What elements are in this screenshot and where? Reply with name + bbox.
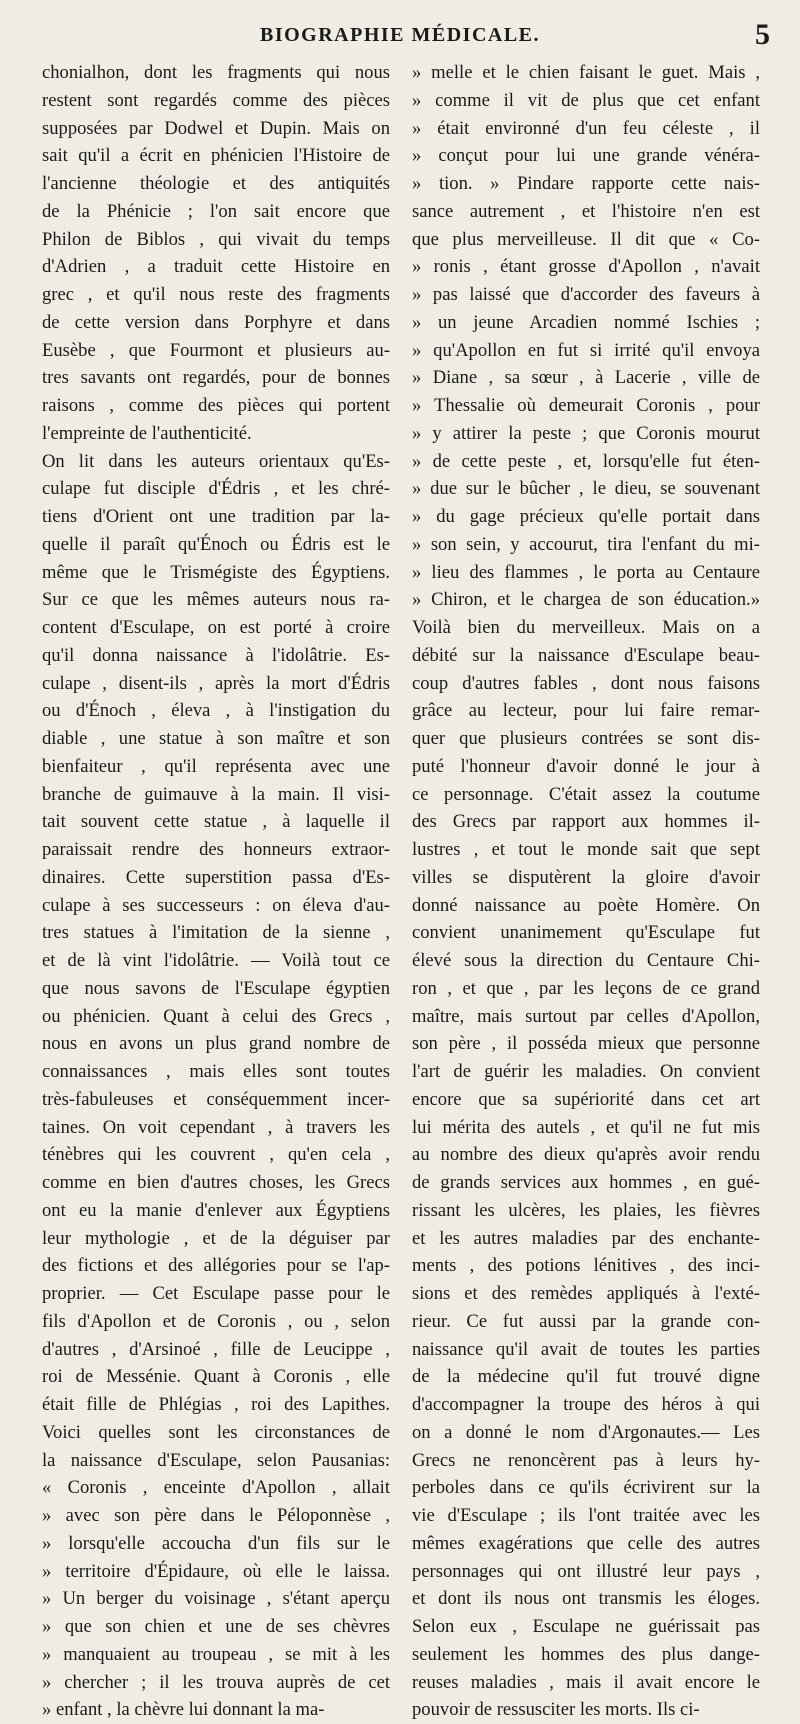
text-line: lui mérita des autels , et qu'il ne fut mis xyxy=(412,1116,760,1138)
text-line: » y attirer la peste ; que Coronis mourut xyxy=(412,422,760,444)
text-line: grâce au lecteur, pour lui faire remar- xyxy=(412,700,760,722)
text-line: élevé sous la direction du Centaure Chi- xyxy=(412,950,760,971)
text-line: débité sur la naissance d'Esculape beau- xyxy=(412,644,760,666)
text-line: Selon eux , Esculape ne guérissait pas xyxy=(412,1616,760,1637)
text-line: » ronis , étant grosse d'Apollon , n'avait xyxy=(412,256,760,278)
text-line: » son sein, y accourut, tira l'enfant du mi- xyxy=(412,533,760,555)
text-line: rissant les ulcères, les plaies, les fièvres xyxy=(412,1199,760,1221)
text-line: proprier. — Cet Esculape passe pour le xyxy=(42,1283,390,1304)
text-line: de cette version dans Porphyre et dans xyxy=(42,311,390,333)
text-line: culape fut disciple d'Édris , et les chré- xyxy=(42,478,390,500)
page-header xyxy=(0,18,800,58)
text-line: sions et des remèdes appliqués à l'exté- xyxy=(412,1283,760,1304)
text-line: convient unanimement qu'Esculape fut xyxy=(412,922,760,944)
text-line: paraissait rendre des honneurs extraor- xyxy=(42,839,390,860)
text-line: » chercher ; il les trouva auprès de cet xyxy=(42,1671,390,1693)
text-line: des Grecs par rapport aux hommes il- xyxy=(412,811,760,833)
text-line: de grands services aux hommes , en gué- xyxy=(412,1172,760,1193)
text-line: On lit dans les auteurs orientaux qu'Es- xyxy=(42,450,390,472)
text-line: » pas laissé que d'accorder des faveurs à xyxy=(412,284,760,305)
text-line: » Un berger du voisinage , s'étant aperçu xyxy=(42,1588,390,1610)
text-line: quelle il paraît qu'Énoch ou Édris est le xyxy=(42,533,390,555)
text-line: seulement les hommes des plus dange- xyxy=(412,1643,760,1665)
text-line: au nombre des dieux qu'après avoir rendu xyxy=(412,1144,760,1166)
text-line: même que le Trismégiste des Égyptiens. xyxy=(42,561,390,583)
text-line: était fille de Phlégias , roi des Lapithes. xyxy=(42,1394,390,1415)
text-line: Eusèbe , que Fourmont et plusieurs au- xyxy=(42,339,390,361)
text-line: » tion. » Pindare rapporte cette nais- xyxy=(412,173,760,194)
text-line: « Coronis , enceinte d'Apollon , allait xyxy=(42,1477,390,1499)
text-line: perboles dans ce qu'ils écrivirent sur la xyxy=(412,1477,760,1499)
text-line: tres savants ont regardés, pour de bonnes xyxy=(42,367,390,389)
text-line: sance autrement , et l'histoire n'en est xyxy=(412,200,760,222)
text-line: que plus merveilleuse. Il dit que « Co- xyxy=(412,228,760,250)
text-line: l'empreinte de l'authenticité. xyxy=(42,422,252,444)
text-line: de la Phénicie ; l'on sait encore que xyxy=(42,200,390,222)
text-line: de la médecine qu'il fut trouvé digne xyxy=(412,1366,760,1388)
text-line: naissance qu'il avait de toutes les parties xyxy=(412,1338,760,1360)
text-line: ments , des potions lénitives , des inci- xyxy=(412,1255,760,1277)
text-line: » territoire d'Épidaure, où elle le laissa. xyxy=(42,1560,390,1582)
text-line: » du gage précieux qu'elle portait dans xyxy=(412,506,760,527)
right-text-column xyxy=(412,59,760,1724)
text-line: culape à ses successeurs : on éleva d'au- xyxy=(42,894,390,916)
text-line: Sur ce que les mêmes auteurs nous ra- xyxy=(42,589,390,611)
text-line: » melle et le chien faisant le guet. Mais , xyxy=(412,62,760,83)
text-line: des fictions et des allégories pour se l'ap- xyxy=(42,1255,390,1277)
text-line: que nous savons de l'Esculape égyptien xyxy=(42,977,390,999)
text-line: grec , et qu'il nous reste des fragments xyxy=(42,284,390,305)
text-line: d'accompagner la troupe des héros à qui xyxy=(412,1394,760,1415)
text-line: ron , et que , par les leçons de ce grand xyxy=(412,977,760,999)
text-line: rieur. Ce fut aussi par la grande con- xyxy=(412,1310,760,1332)
text-line: » lieu des flammes , le porta au Centaure xyxy=(412,561,760,583)
text-line: l'ancienne théologie et des antiquités xyxy=(42,173,390,194)
text-line: et les autres maladies par des enchante- xyxy=(412,1227,760,1249)
text-line: » qu'Apollon en fut si irrité qu'il envoya xyxy=(412,339,760,361)
text-line: nous en avons un plus grand nombre de xyxy=(42,1033,390,1055)
text-line: encore que sa supériorité dans cet art xyxy=(412,1088,760,1110)
text-line: comme en bien d'autres choses, les Grecs xyxy=(42,1172,390,1193)
text-line: leur mythologie , et de la déguiser par xyxy=(42,1227,390,1249)
text-line: fils d'Apollon et de Coronis , ou , selon xyxy=(42,1310,390,1332)
text-line: bienfaiteur , qu'il représenta avec une xyxy=(42,755,390,777)
text-line: personnages qui ont illustré leur pays , xyxy=(412,1560,760,1582)
text-line: sait qu'il a écrit en phénicien l'Histoire de xyxy=(42,145,390,167)
text-line: supposées par Dodwel et Dupin. Mais on xyxy=(42,117,390,139)
text-line: Grecs ne renoncèrent pas à leurs hy- xyxy=(412,1449,760,1471)
text-line: mêmes exagérations que celle des autres xyxy=(412,1532,760,1554)
text-line: Voilà bien du merveilleux. Mais on a xyxy=(412,617,760,638)
text-line: tres statues à l'imitation de la sienne , xyxy=(42,922,390,944)
text-line: diable , une statue à son maître et son xyxy=(42,728,390,749)
text-line: maître, mais surtout par celles d'Apollon, xyxy=(412,1005,760,1027)
text-line: roi de Messénie. Quant à Coronis , elle xyxy=(42,1366,390,1388)
text-line: pouvoir de ressusciter les morts. Ils ci- xyxy=(412,1699,700,1721)
text-line: très-fabuleuses et conséquemment incer- xyxy=(42,1088,390,1110)
text-line: culape , disent-ils , après la mort d'Édris xyxy=(42,672,390,694)
text-line: son père , il posséda mieux que personne xyxy=(412,1033,760,1055)
text-line: reuses maladies , mais il avait encore le xyxy=(412,1671,760,1693)
text-line: tiens d'Orient ont une tradition par la- xyxy=(42,506,390,527)
text-line: ce personnage. C'était assez la coutume xyxy=(412,783,760,805)
text-line: » Diane , sa sœur , à Lacerie , ville de xyxy=(412,367,760,389)
text-line: connaissances , mais elles sont toutes xyxy=(42,1061,390,1082)
text-line: » enfant , la chèvre lui donnant la ma- xyxy=(42,1699,325,1721)
text-line: vie d'Esculape ; ils l'ont traitée avec les xyxy=(412,1505,760,1526)
text-line: restent sont regardés comme des pièces xyxy=(42,89,390,111)
text-line: la naissance d'Esculape, selon Pausanias: xyxy=(42,1449,390,1471)
text-line: ou phénicien. Quant à celui des Grecs , xyxy=(42,1005,390,1027)
text-line: d'autres , d'Arsinoé , fille de Leucippe , xyxy=(42,1338,390,1360)
text-line: » Chiron, et le chargea de son éducation.» xyxy=(412,589,760,611)
text-line: chonialhon, dont les fragments qui nous xyxy=(42,62,390,83)
page-number: 5 xyxy=(755,18,770,51)
text-line: content d'Esculape, on est porté à croire xyxy=(42,617,390,638)
text-line: » manquaient au troupeau , se mit à les xyxy=(42,1643,390,1665)
text-line: taines. On voit cependant , à travers les xyxy=(42,1116,390,1138)
text-line: ténèbres qui les couvrent , qu'en cela , xyxy=(42,1144,390,1166)
text-line: » conçut pour lui une grande vénéra- xyxy=(412,145,760,167)
text-line: ont eu la manie d'enlever aux Égyptiens xyxy=(42,1199,390,1221)
text-line: donné naissance au poète Homère. On xyxy=(412,894,760,916)
text-line: » était environné d'un feu céleste , il xyxy=(412,117,760,139)
text-line: » avec son père dans le Péloponnèse , xyxy=(42,1505,390,1526)
running-head: BIOGRAPHIE MÉDICALE. xyxy=(259,24,541,46)
text-line: coup d'autres fables , dont nous faisons xyxy=(412,672,760,694)
text-line: l'art de guérir les maladies. On convient xyxy=(412,1061,760,1082)
text-line: branche de guimauve à la main. Il visi- xyxy=(42,783,390,805)
text-line: » due sur le bûcher , le dieu, se souvenant xyxy=(412,478,760,500)
text-line: lustres , et tout le monde sait que sept xyxy=(412,839,760,860)
text-line: » un jeune Arcadien nommé Ischies ; xyxy=(412,311,760,333)
text-line: et dont ils nous ont transmis les éloges. xyxy=(412,1588,760,1610)
text-line: Voici quelles sont les circonstances de xyxy=(42,1421,390,1443)
text-line: puté l'honneur d'avoir donné le jour à xyxy=(412,755,760,777)
text-line: Philon de Biblos , qui vivait du temps xyxy=(42,228,390,250)
text-line: quer que plusieurs contrées se sont dis- xyxy=(412,728,760,749)
text-line: et de là vint l'idolâtrie. — Voilà tout ce xyxy=(42,950,390,971)
text-line: villes se disputèrent la gloire d'avoir xyxy=(412,866,760,888)
text-line: on a donné le nom d'Argonautes.— Les xyxy=(412,1421,760,1443)
text-line: » lorsqu'elle accoucha d'un fils sur le xyxy=(42,1532,390,1554)
left-text-column xyxy=(42,59,390,1724)
text-line: raisons , comme des pièces qui portent xyxy=(42,395,390,416)
text-line: dinaires. Cette superstition passa d'Es- xyxy=(42,866,390,888)
text-line: qu'il donna naissance à l'idolâtrie. Es- xyxy=(42,644,390,666)
text-line: tait souvent cette statue , à laquelle il xyxy=(42,811,390,833)
text-line: d'Adrien , a traduit cette Histoire en xyxy=(42,256,390,278)
text-line: » de cette peste , et, lorsqu'elle fut éten- xyxy=(412,450,760,472)
text-line: » comme il vit de plus que cet enfant xyxy=(412,89,760,111)
text-line: ou d'Énoch , éleva , à l'instigation du xyxy=(42,700,390,722)
text-line: » Thessalie où demeurait Coronis , pour xyxy=(412,395,760,416)
text-line: » que son chien et une de ses chèvres xyxy=(42,1616,390,1637)
